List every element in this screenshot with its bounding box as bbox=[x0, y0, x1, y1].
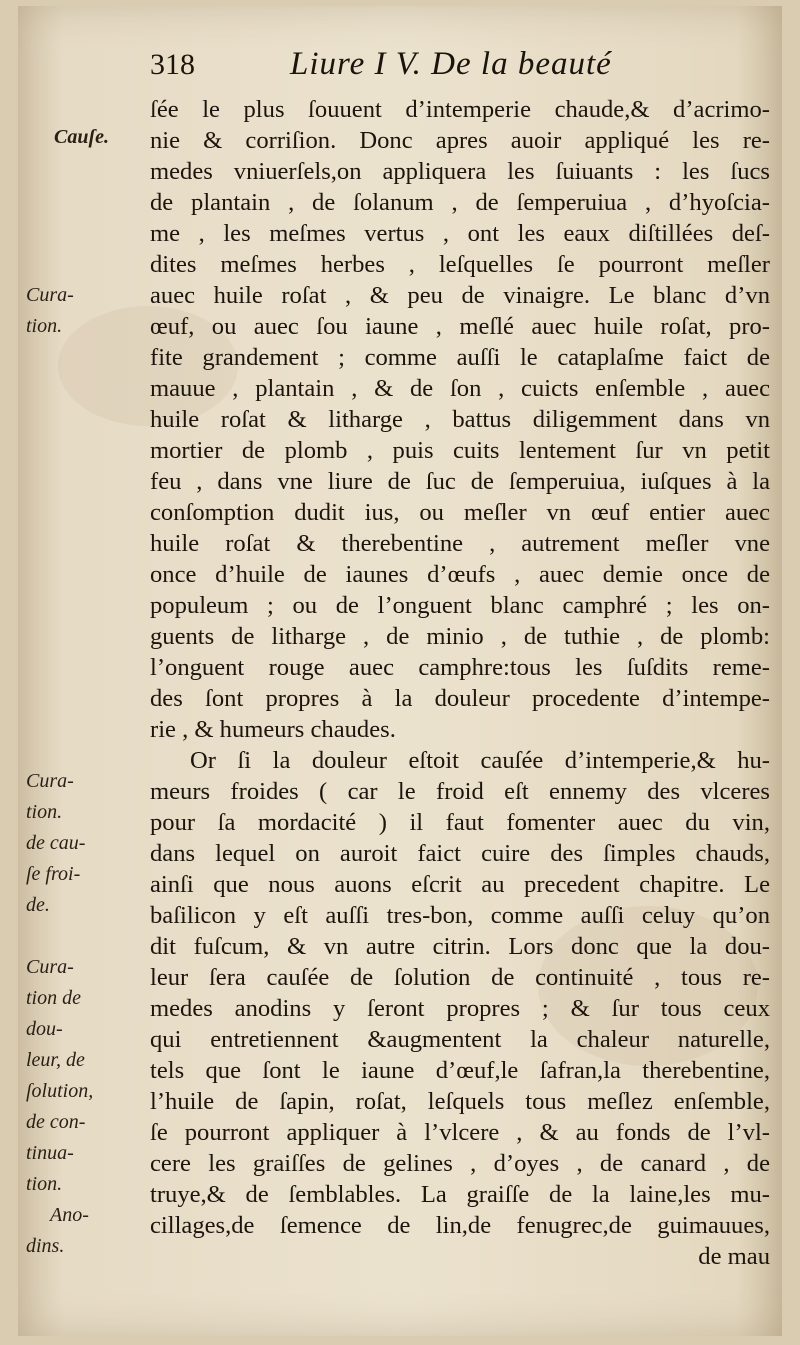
text-line: de plantain , de ſolanum , de ſemperuiua , d’hyoſcia- bbox=[150, 189, 770, 216]
text-line: truye,& de ſemblables. La graiſſe de la laine,les mu- bbox=[150, 1181, 770, 1208]
margin-note-curation-solution: tinua- bbox=[26, 1142, 74, 1164]
margin-note-curation-froide: Cura- bbox=[26, 770, 74, 792]
text-line: rie , & humeurs chaudes. bbox=[150, 716, 396, 743]
margin-note-curation: Cura- bbox=[26, 284, 74, 306]
body-text bbox=[150, 94, 770, 1272]
text-line: pour ſa mordacité ) il faut fomenter auec du vin, bbox=[150, 809, 770, 836]
margin-note-curation: tion. bbox=[26, 315, 63, 337]
text-line: ſée le plus ſouuent d’intemperie chaude,& d’acrimo- bbox=[150, 96, 770, 123]
text-line: huile roſat & therebentine , autrement meſler vne bbox=[150, 530, 770, 557]
text-line: l’huile de ſapin, roſat, leſquels tous meſlez enſemble, bbox=[150, 1088, 770, 1115]
margin-note-curation-solution: tion. bbox=[26, 1173, 63, 1195]
text-line: dites meſmes herbes , leſquelles ſe pourront meſler bbox=[150, 251, 770, 278]
margin-note-curation-solution: dou- bbox=[26, 1018, 63, 1040]
margin-note-curation-solution: tion de bbox=[26, 987, 81, 1009]
margin-note-curation-solution: Cura- bbox=[26, 956, 74, 978]
text-line: l’onguent rouge auec camphre:tous les ſuſdits reme- bbox=[150, 654, 770, 681]
text-line: des ſont propres à la douleur procedente d’intempe- bbox=[150, 685, 770, 712]
text-line: huile roſat & litharge , battus diligemment dans vn bbox=[150, 406, 770, 433]
text-line: auec huile roſat , & peu de vinaigre. Le blanc d’vn bbox=[150, 282, 770, 309]
text-line: ainſi que nous auons eſcrit au precedent chapitre. Le bbox=[150, 871, 770, 898]
margin-note-anodins: Ano- bbox=[50, 1204, 89, 1226]
text-line: meurs froides ( car le froid eſt ennemy des vlceres bbox=[150, 778, 770, 805]
text-line: dit fuſcum, & vn autre citrin. Lors donc que la dou- bbox=[150, 933, 770, 960]
margin-note-curation-froide: tion. bbox=[26, 801, 63, 823]
running-title: Liure I V. De la beauté bbox=[290, 46, 612, 82]
text-line: mauue , plantain , & de ſon , cuicts enſemble , auec bbox=[150, 375, 770, 402]
text-line: cere les graiſſes de gelines , d’oyes , de canard , de bbox=[150, 1150, 770, 1177]
margin-note-anodins: dins. bbox=[26, 1235, 65, 1257]
text-line: tels que ſont le iaune d’œuf,le ſafran,la therebentine, bbox=[150, 1057, 770, 1084]
page-header bbox=[146, 44, 706, 88]
book-page bbox=[18, 6, 782, 1336]
text-line: once d’huile de iaunes d’œufs , auec demie once de bbox=[150, 561, 770, 588]
text-line: œuf, ou auec ſou iaune , meſlé auec huile roſat, pro- bbox=[150, 313, 770, 340]
margin-note-curation-froide: de. bbox=[26, 894, 50, 916]
margin-note-curation-froide: ſe froi- bbox=[26, 863, 81, 885]
text-line: nie & corriſion. Donc apres auoir appliqué les re- bbox=[150, 127, 770, 154]
text-line: me , les meſmes vertus , ont les eaux diſtillées deſ- bbox=[150, 220, 770, 247]
margin-note-curation-solution: ſolution, bbox=[26, 1080, 94, 1102]
margin-note-curation-solution: leur, de bbox=[26, 1049, 85, 1071]
text-line: Or ſi la douleur eſtoit cauſée d’intemperie,& hu- bbox=[190, 747, 770, 774]
text-line: guents de litharge , de minio , de tuthie , de plomb: bbox=[150, 623, 770, 650]
margin-note-curation-froide: de cau- bbox=[26, 832, 86, 854]
text-line: medes anodins y ſeront propres ; & ſur tous ceux bbox=[150, 995, 770, 1022]
catchword: de mau bbox=[698, 1243, 770, 1270]
page-number: 318 bbox=[150, 48, 195, 81]
text-line: populeum ; ou de l’onguent blanc camphré ; les on- bbox=[150, 592, 770, 619]
margin-note-cause: Cauſe. bbox=[54, 126, 109, 148]
text-line: feu , dans vne liure de ſuc de ſemperuiua, iuſques à la bbox=[150, 468, 770, 495]
text-line: medes vniuerſels,on appliquera les ſuiuants : les ſucs bbox=[150, 158, 770, 185]
text-line: baſilicon y eſt auſſi tres-bon, comme auſſi celuy qu’on bbox=[150, 902, 770, 929]
text-line: qui entretiennent &augmentent la chaleur naturelle, bbox=[150, 1026, 770, 1053]
text-line: cillages,de ſemence de lin,de fenugrec,de guimauues, bbox=[150, 1212, 770, 1239]
text-line: leur ſera cauſée de ſolution de continuité , tous re- bbox=[150, 964, 770, 991]
margin-note-curation-solution: de con- bbox=[26, 1111, 86, 1133]
text-line: ſe pourront appliquer à l’vlcere , & au fonds de l’vl- bbox=[150, 1119, 770, 1146]
text-line: mortier de plomb , puis cuits lentement ſur vn petit bbox=[150, 437, 770, 464]
text-line: conſomption dudit ius, ou meſler vn œuf entier auec bbox=[150, 499, 770, 526]
text-line: fite grandement ; comme auſſi le cataplaſme faict de bbox=[150, 344, 770, 371]
text-line: dans lequel on auroit faict cuire des ſimples chauds, bbox=[150, 840, 770, 867]
